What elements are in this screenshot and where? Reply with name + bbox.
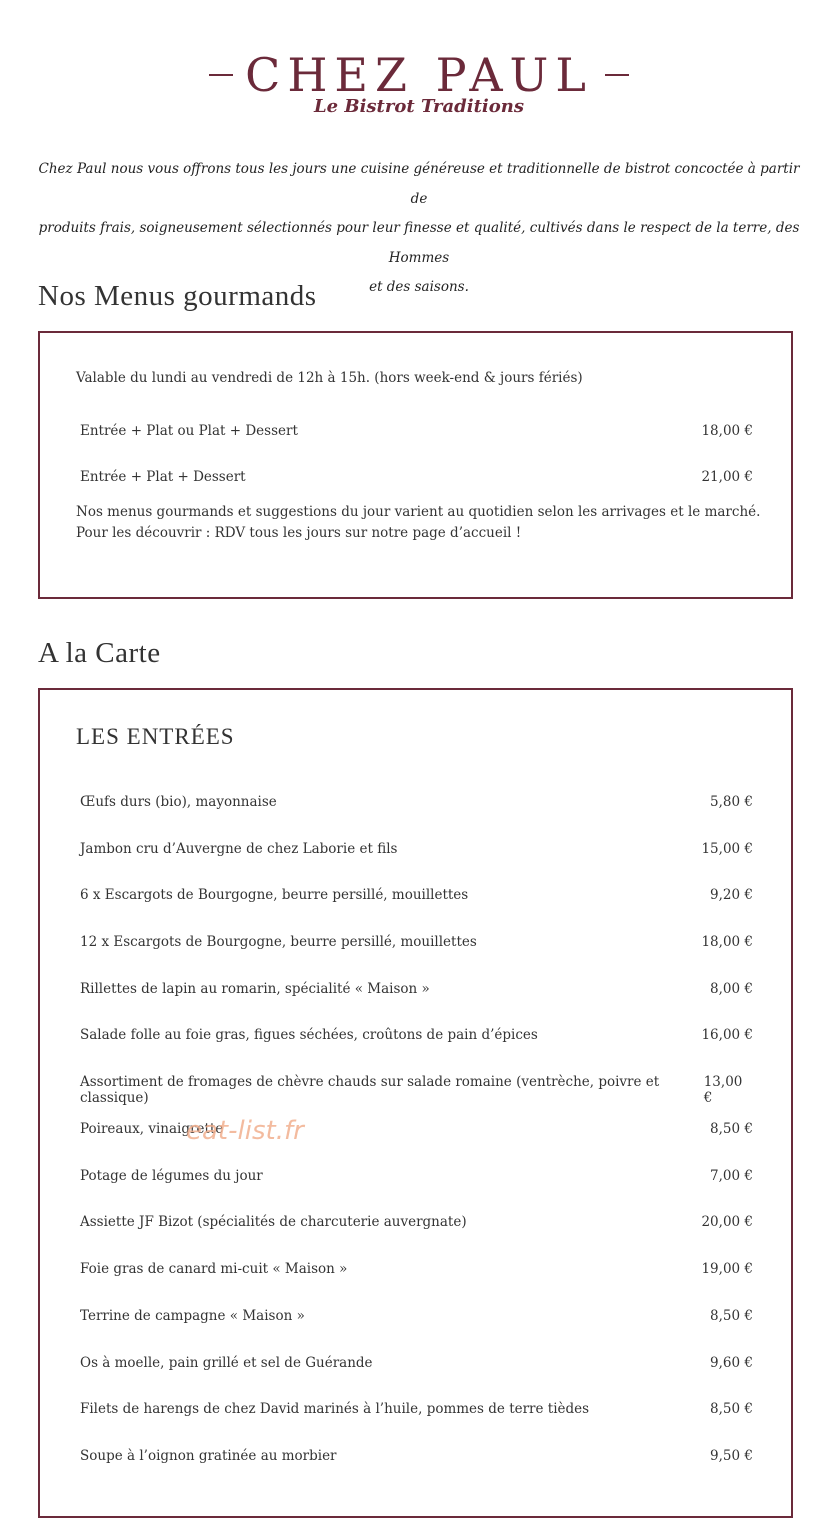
- carte-item-name: Soupe à l’oignon gratinée au morbier: [80, 1448, 337, 1464]
- carte-section-title: A la Carte: [38, 637, 161, 669]
- intro-line: et des saisons.: [369, 279, 469, 295]
- menu-item-row: [80, 423, 753, 439]
- carte-item-name: Assortiment de fromages de chèvre chauds sur salade romaine (ventrèche, poivre et classique): [80, 1074, 660, 1106]
- menu-item-price: 18,00 €: [701, 423, 753, 439]
- carte-item-row: [80, 1168, 753, 1184]
- menu-note-line: Pour les découvrir : RDV tous les jours sur notre page d’accueil !: [76, 525, 522, 541]
- menus-box: [38, 331, 793, 599]
- carte-item-name: 12 x Escargots de Bourgogne, beurre persillé, mouillettes: [80, 934, 477, 950]
- carte-item-row: [80, 1401, 753, 1417]
- carte-item-price: 9,60 €: [710, 1355, 753, 1371]
- carte-item-row: [80, 934, 753, 950]
- carte-item-name: Terrine de campagne « Maison »: [80, 1308, 305, 1324]
- logo-name: CHEZ PAUL: [245, 48, 593, 102]
- carte-item-name: Rillettes de lapin au romarin, spécialité « Maison »: [80, 981, 430, 997]
- logo-tagline: Le Bistrot Traditions: [314, 96, 524, 117]
- carte-item-price: 9,20 €: [710, 887, 753, 903]
- menu-validity-text: Valable du lundi au vendredi de 12h à 15h. (hors week-end & jours fériés): [76, 370, 583, 386]
- menus-section-title: Nos Menus gourmands: [38, 280, 317, 312]
- carte-box: [38, 688, 793, 1518]
- carte-item-price: 15,00 €: [701, 841, 753, 857]
- logo-row: [0, 50, 838, 100]
- carte-item-price: 16,00 €: [701, 1027, 753, 1043]
- carte-item-row: [80, 1261, 753, 1277]
- menu-item-name: Entrée + Plat + Dessert: [80, 469, 246, 485]
- logo-dash-left: [209, 74, 233, 76]
- carte-item-price: 13,00 €: [703, 1074, 743, 1106]
- menu-note: [76, 502, 760, 544]
- carte-item-row: [80, 1214, 753, 1230]
- logo-dash-right: [605, 74, 629, 76]
- carte-item-row: [80, 887, 753, 903]
- carte-item-price: 8,50 €: [710, 1401, 753, 1417]
- carte-item-price: 7,00 €: [710, 1168, 753, 1184]
- menu-item-price: 21,00 €: [701, 469, 753, 485]
- carte-item-price: 8,00 €: [710, 981, 753, 997]
- menu-item-name: Entrée + Plat ou Plat + Dessert: [80, 423, 298, 439]
- carte-item-row: [80, 1121, 753, 1137]
- carte-item-name: Œufs durs (bio), mayonnaise: [80, 794, 277, 810]
- menu-item-row: [80, 469, 753, 485]
- intro-line: Chez Paul nous vous offrons tous les jours une cuisine généreuse et traditionnelle de bistrot concoctée à partir de: [38, 161, 800, 207]
- carte-item-price: 8,50 €: [710, 1121, 753, 1137]
- carte-item-row: [80, 841, 753, 857]
- carte-item-name: Assiette JF Bizot (spécialités de charcuterie auvergnate): [80, 1214, 467, 1230]
- carte-item-name: 6 x Escargots de Bourgogne, beurre persillé, mouillettes: [80, 887, 469, 903]
- carte-item-row: [80, 1308, 753, 1324]
- carte-item-price: 18,00 €: [701, 934, 753, 950]
- carte-item-name: Jambon cru d’Auvergne de chez Laborie et fils: [80, 841, 398, 857]
- carte-item-price: 8,50 €: [710, 1308, 753, 1324]
- carte-item-name: Poireaux, vinaigrette: [80, 1121, 224, 1137]
- entrees-title: LES ENTRÉES: [76, 724, 235, 749]
- carte-item-row: [80, 1355, 753, 1371]
- carte-item-row: [80, 1448, 753, 1464]
- carte-item-price: 19,00 €: [701, 1261, 753, 1277]
- carte-item-row: [80, 1027, 753, 1043]
- carte-item-price: 9,50 €: [710, 1448, 753, 1464]
- intro-line: produits frais, soigneusement sélectionnés pour leur finesse et qualité, cultivés dans le respect de la terre, des Hommes: [38, 220, 800, 266]
- carte-item-price: 20,00 €: [701, 1214, 753, 1230]
- watermark: eat-list.fr: [186, 1116, 304, 1146]
- restaurant-logo: [0, 50, 838, 117]
- carte-item-name: Filets de harengs de chez David marinés à l’huile, pommes de terre tièdes: [80, 1401, 590, 1417]
- carte-item-name: Os à moelle, pain grillé et sel de Guérande: [80, 1355, 373, 1371]
- carte-item-row: [80, 1074, 753, 1106]
- carte-item-row: [80, 981, 753, 997]
- carte-item-price: 5,80 €: [710, 794, 753, 810]
- menu-note-line: Nos menus gourmands et suggestions du jour varient au quotidien selon les arrivages et le marché.: [76, 504, 761, 520]
- carte-item-row: [80, 794, 753, 810]
- carte-item-name: Salade folle au foie gras, figues séchées, croûtons de pain d’épices: [80, 1027, 538, 1043]
- carte-item-name: Potage de légumes du jour: [80, 1168, 263, 1184]
- carte-item-name: Foie gras de canard mi-cuit « Maison »: [80, 1261, 348, 1277]
